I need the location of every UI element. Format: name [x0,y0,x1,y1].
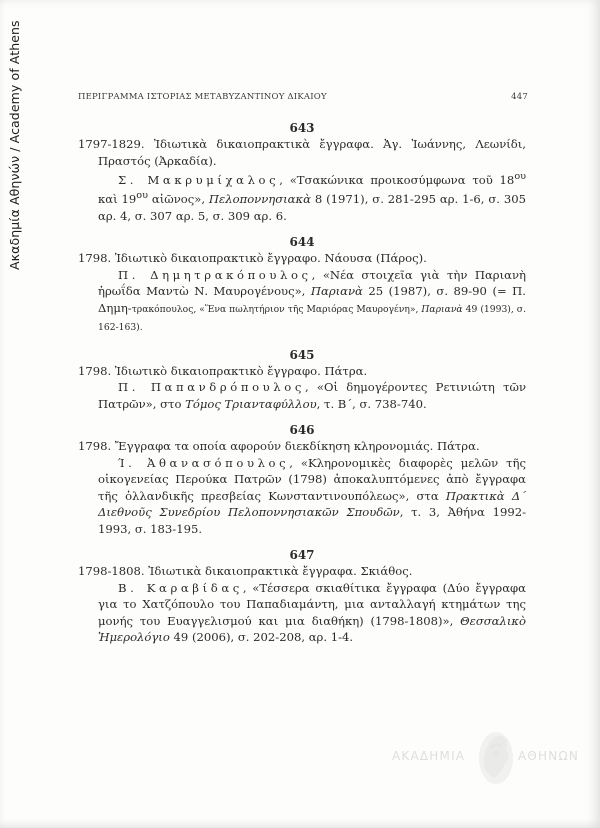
reference-text: καὶ 19 [98,192,137,207]
reference-tail: 8 (1971), σ. 281-295 αρ. 1-6, σ. 305 αρ. 4, σ. 307 αρ. 5, σ. 309 αρ. 6. [98,192,526,223]
reference-author: Σ. Μακρυμίχαλος [118,172,280,187]
entry-number: 646 [289,423,315,438]
reference-tail: 25 (1987), σ. 89-90 (= Π. Δημη- [98,284,526,315]
reference-journal: Πελοποννησιακὰ [208,192,311,207]
entry-number: 643 [289,121,315,135]
reference-tail: , τ. Β΄, σ. 738-740. [316,396,427,411]
watermark-text-left: ΑΚΑΔΗΜΙΑ [392,749,466,763]
entry-reference [78,580,526,646]
reference-small-text: 49 (1993), σ. 162-163). [98,303,526,334]
academy-side-label: Ακαδημία Αθηνών / Academy of Athens [7,20,22,270]
athena-seal-icon [476,726,516,786]
entry-heading: 1798. Ἰδιωτικὸ δικαιοπρακτικὸ ἔγγραφο. Πάτρα. [78,363,368,378]
superscript: ου [514,171,526,182]
reference-text: , «Κληρονομικὲς διαφορὲς μελῶν τῆς οἰκογενείας Περούκα Πατρῶν (1798) ἀποκαλυπτόμενες ἀπὸ ἔγγραφα τῆς ὀλλανδικῆς πρεσβείας Κωνσταντινουπόλεως», στα [98,455,526,503]
entry-heading: 1798. Ἔγγραφα τα οποία αφορούν διεκδίκηση κληρονομιάς. Πάτρα. [78,439,480,454]
catalogue-content [78,120,526,646]
entry-number: 647 [289,548,315,563]
reference-journal: Θεσσαλικὸ Ἡμερολόγιο [98,613,526,645]
entry-647 [78,547,526,646]
reference-journal: Τόμος Τριανταφύλλου [185,396,317,411]
academy-watermark [392,722,578,792]
superscript: ου [136,190,148,202]
reference-text: , «Τέσσερα σκιαθίτικα ἔγγραφα (Δύο ἔγγραφα για το Χατζόπουλο του Παπαδιαμάντη, μια ανταλλαγή κτημάτων της μονής του Ευαγγελισμού και μια διαθήκη) (1798-1808)», [98,580,526,628]
reference-author: Π. Δημητρακόπουλος [118,267,312,282]
entry-heading: 1798. Ἰδιωτικὸ δικαιοπρακτικὸ ἔγγραφο. Νάουσα (Πάρος). [78,251,427,266]
running-head-title: ΠΕΡΙΓΡΑΜΜΑ ΙΣΤΟΡΙΑΣ ΜΕΤΑΒΥΖΑΝΤΙΝΟΥ ΔΙΚΑΙΟΥ [78,92,327,102]
entry-heading: 1797-1829. Ἰδιωτικὰ δικαιοπρακτικὰ ἔγγραφα. Ἀγ. Ἰωάννης, Λεωνίδι, Πραστός (Ἀρκαδία). [78,137,526,168]
reference-journal: Παριανὰ [310,284,363,299]
reference-small-journal: Παριανὰ [421,303,463,315]
reference-text: , «Νέα στοιχεῖα γιὰ τὴν Παριανὴ ἡρωΐδα Μαντὼ Ν. Μαυρογένους», [98,267,526,299]
entry-reference [78,455,526,538]
entry-reference [78,379,526,412]
reference-author: Β. Καραβίδας [118,580,243,595]
reference-author: Ί. Ἀθανασόπουλος [118,455,290,470]
entry-reference [78,267,526,337]
entry-reference [78,169,526,224]
reference-small-text: τρακόπουλος, «Ἕνα πωλητήριον τῆς Μαριόρας Μαυρογένη», [131,303,422,315]
entry-heading: 1798-1808. Ἰδιωτικὰ δικαιοπρακτικὰ ἔγγραφα. Σκιάθος. [78,564,413,579]
reference-journal: Πρακτικὰ Δ΄ Διεθνοῦς Συνεδρίου Πελοποννησιακῶν Σπουδῶν [98,488,527,520]
reference-author: Π. Παπανδρόπουλος [118,380,305,395]
entry-645 [78,347,526,413]
entry-643 [78,120,526,224]
entry-644 [78,234,526,337]
watermark-text-right: ΑΘΗΝΩΝ [518,749,580,763]
reference-text: , «Οἱ δημογέροντες Ρετινιώτη τῶν Πατρῶν», στο [98,380,526,411]
reference-text: , «Τσακώνικα προικοσύμφωνα τοῦ 18 [279,172,515,187]
reference-tail: , τ. 3, Ἀθήνα 1992-1993, σ. 183-195. [98,505,526,536]
reference-tail: 49 (2006), σ. 202-208, αρ. 1-4. [169,630,354,645]
page-number: 447 [511,92,528,102]
reference-text: αἰῶνος», [147,192,209,207]
entry-number: 645 [289,347,315,362]
entry-646 [78,422,526,537]
entry-number: 644 [289,235,315,250]
